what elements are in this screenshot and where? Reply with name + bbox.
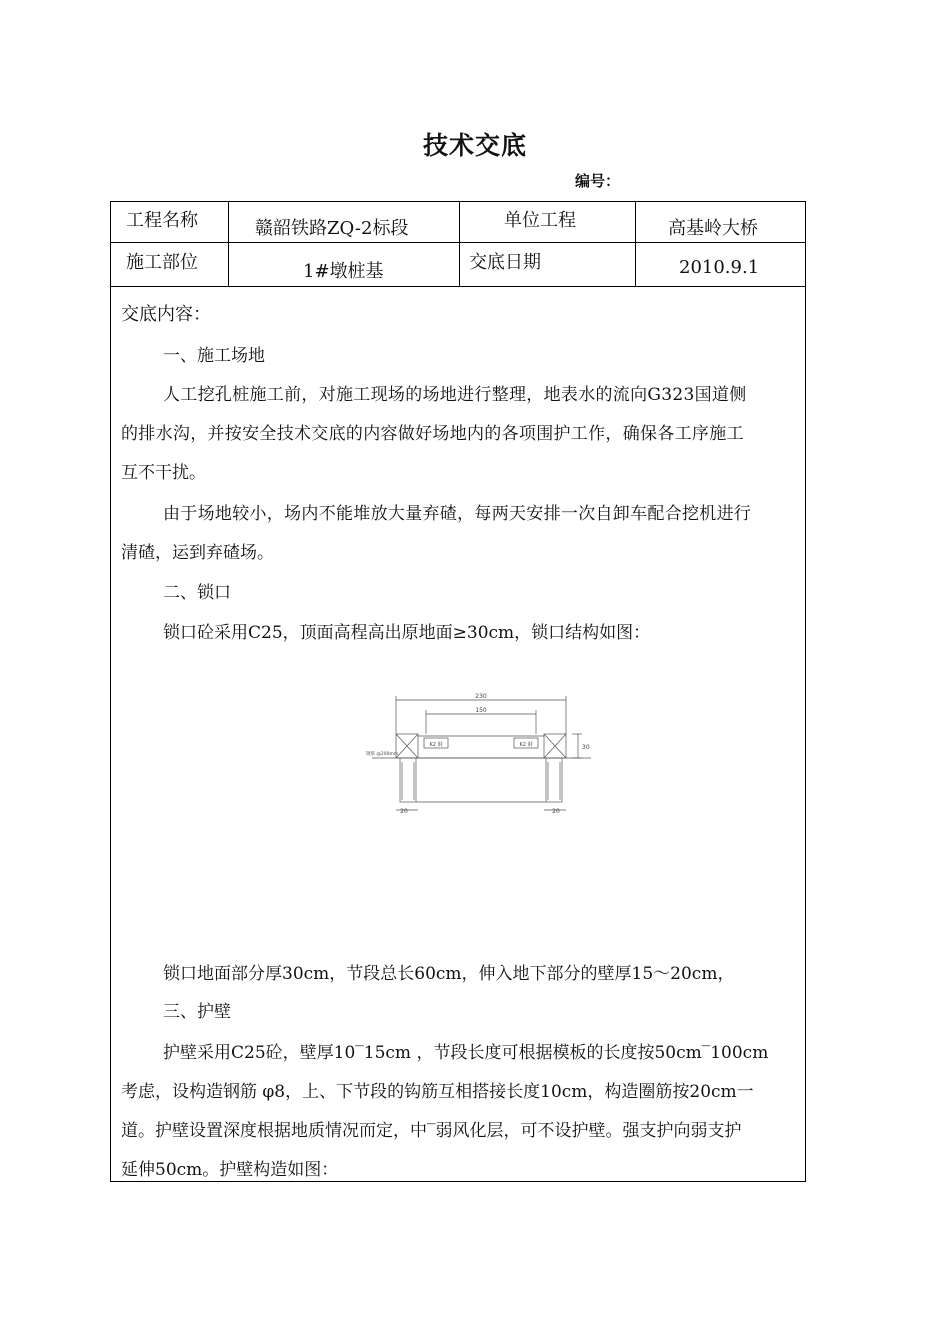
unit-label: 单位工程 — [504, 210, 576, 231]
paragraph-5-line-1: 护壁采用C25砼，壁厚10‾15cm ，节段长度可根据模板的长度按50cm‾100cm — [163, 1043, 769, 1063]
row-divider-2 — [111, 286, 805, 287]
row-divider-1 — [111, 242, 805, 243]
dim-right-wall-label: 20 — [552, 808, 560, 815]
part-label: 施工部位 — [126, 252, 198, 273]
left-wall — [400, 758, 416, 802]
dim-left-wall-label: 20 — [400, 808, 408, 815]
paragraph-1-line-1: 人工挖孔桩施工前，对施工现场的场地进行整理，地表水的流向G323国道侧 — [163, 385, 747, 405]
section-1-title: 一、施工场地 — [163, 346, 265, 366]
paragraph-2-line-2: 清碴，运到弃碴场。 — [121, 543, 274, 563]
label-left: K2 钢 — [429, 742, 443, 748]
date-value: 2010.9.1 — [679, 257, 760, 278]
unit-value: 高基岭大桥 — [668, 218, 758, 239]
paragraph-5-line-3: 道。护壁设置深度根据地质情况而定，中‾弱风化层，可不设护壁。强支护向弱支护 — [121, 1121, 742, 1141]
disclosure-table — [110, 201, 806, 1182]
project-name-label: 工程名称 — [126, 210, 198, 231]
dim-inner-label: 150 — [475, 707, 487, 714]
paragraph-5-line-2: 考虑，设构造钢筋 φ8，上、下节段的钩筋互相搭接长度10cm，构造圈筋按20cm一 — [121, 1082, 754, 1102]
page-title: 技术交底 — [422, 131, 527, 160]
section-2-title: 二、锁口 — [163, 583, 231, 603]
col-divider-2 — [459, 202, 460, 286]
paragraph-3: 锁口砼采用C25，顶面高程高出原地面≥30cm，锁口结构如图： — [163, 623, 651, 643]
label-right: K2 钢 — [519, 742, 533, 748]
col-divider-3 — [635, 202, 636, 286]
lock-collar-diagram — [366, 690, 596, 820]
section-3-title: 三、护壁 — [163, 1002, 231, 1022]
right-wall — [546, 758, 562, 802]
content-heading: 交底内容： — [121, 304, 211, 325]
project-name-value: 赣韶铁路ZQ-2标段 — [255, 218, 409, 239]
paragraph-1-line-3: 互不干扰。 — [121, 463, 206, 483]
paragraph-5-line-4: 延伸50cm。护壁构造如图： — [121, 1160, 339, 1180]
dim-total-label: 230 — [475, 693, 487, 700]
paragraph-1-line-2: 的排水沟，并按安全技术交底的内容做好场地内的各项围护工作，确保各工序施工 — [121, 424, 744, 444]
date-label: 交底日期 — [469, 252, 541, 273]
doc-number-label: 编号： — [575, 172, 621, 190]
paragraph-4: 锁口地面部分厚30cm，节段总长60cm，伸入地下部分的壁厚15～20cm， — [163, 964, 735, 984]
label-rebar: 钢筋 @200mm — [366, 752, 399, 757]
dim-height-label: 30 — [582, 744, 590, 751]
col-divider-1 — [228, 202, 229, 286]
paragraph-2-line-1: 由于场地较小，场内不能堆放大量弃碴，每两天安排一次自卸车配合挖机进行 — [163, 504, 752, 524]
part-value: 1#墩桩基 — [303, 261, 384, 282]
